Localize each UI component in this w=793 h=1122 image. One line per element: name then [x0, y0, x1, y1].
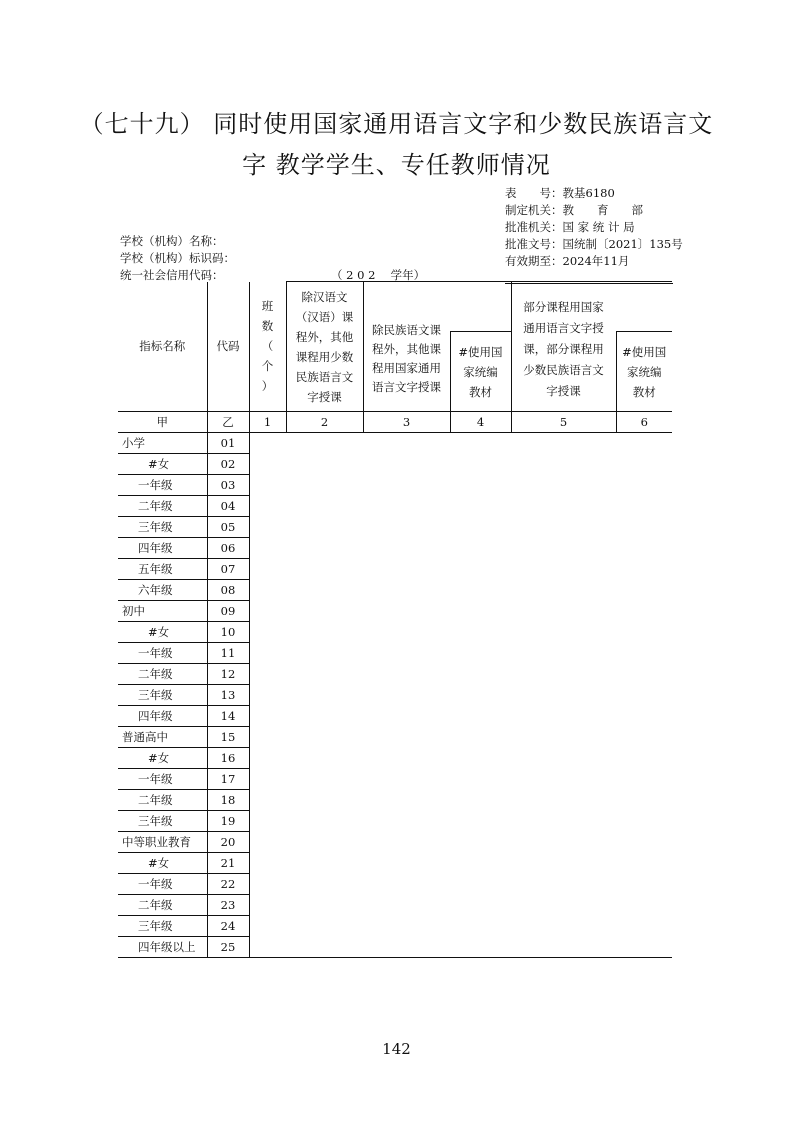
row-value-cell[interactable]	[249, 622, 286, 643]
header-national-language-teaching: 除民族语文课 程外，其他课 程用国家通用 语言文字授课	[363, 332, 450, 412]
index-row	[118, 412, 672, 433]
row-value-cell[interactable]	[511, 895, 616, 916]
row-value-cell[interactable]	[511, 769, 616, 790]
index-cell: 4	[450, 412, 511, 433]
table-row	[118, 790, 672, 811]
row-indicator-name: 一年级	[118, 874, 207, 895]
row-value-cell[interactable]	[616, 916, 672, 937]
row-value-cell[interactable]	[450, 622, 511, 643]
row-value-cell[interactable]	[616, 874, 672, 895]
row-value-cell[interactable]	[616, 832, 672, 853]
school-id-field: 学校（机构）标识码：	[120, 251, 235, 265]
table-row	[118, 685, 672, 706]
row-value-cell[interactable]	[616, 496, 672, 517]
table-row	[118, 811, 672, 832]
row-value-cell[interactable]	[286, 580, 363, 601]
row-value-cell[interactable]	[450, 601, 511, 622]
header-mixed-language-teaching: 部分课程用国家 通用语言文字授 课，部分课程用 少数民族语言文 字授课	[511, 332, 616, 412]
row-indicator-name: 三年级	[118, 517, 207, 538]
row-value-cell[interactable]	[363, 769, 450, 790]
row-value-cell[interactable]	[363, 937, 450, 958]
row-indicator-name: 二年级	[118, 895, 207, 916]
row-value-cell[interactable]	[616, 706, 672, 727]
row-value-cell[interactable]	[450, 580, 511, 601]
row-value-cell[interactable]	[363, 853, 450, 874]
row-value-cell[interactable]	[511, 622, 616, 643]
row-value-cell[interactable]	[616, 664, 672, 685]
row-code: 18	[207, 790, 249, 811]
row-value-cell[interactable]	[286, 664, 363, 685]
row-value-cell[interactable]	[450, 769, 511, 790]
row-value-cell[interactable]	[363, 643, 450, 664]
row-value-cell[interactable]	[249, 769, 286, 790]
row-value-cell[interactable]	[363, 811, 450, 832]
form-number: 表 号：教基6180	[505, 186, 615, 200]
valid-until: 有效期至：2024年11月	[505, 254, 630, 268]
row-value-cell[interactable]	[363, 538, 450, 559]
row-value-cell[interactable]	[286, 937, 363, 958]
row-value-cell[interactable]	[286, 475, 363, 496]
approving-authority: 批准机关：国 家 统 计 局	[505, 220, 635, 234]
row-value-cell[interactable]	[249, 895, 286, 916]
row-value-cell[interactable]	[363, 895, 450, 916]
row-value-cell[interactable]	[286, 811, 363, 832]
table-row	[118, 853, 672, 874]
table-row	[118, 916, 672, 937]
row-code: 14	[207, 706, 249, 727]
row-indicator-name: 普通高中	[118, 727, 207, 748]
row-value-cell[interactable]	[286, 790, 363, 811]
row-value-cell[interactable]	[450, 496, 511, 517]
row-code: 02	[207, 454, 249, 475]
row-value-cell[interactable]	[616, 601, 672, 622]
row-code: 22	[207, 874, 249, 895]
header-indicator-name: 指标名称	[118, 282, 207, 412]
row-value-cell[interactable]	[249, 475, 286, 496]
table-row	[118, 454, 672, 475]
row-indicator-name: #女	[118, 853, 207, 874]
row-value-cell[interactable]	[616, 937, 672, 958]
row-value-cell[interactable]	[249, 601, 286, 622]
row-value-cell[interactable]	[286, 454, 363, 475]
table-row	[118, 769, 672, 790]
row-value-cell[interactable]	[511, 790, 616, 811]
row-value-cell[interactable]	[511, 538, 616, 559]
index-cell: 6	[616, 412, 672, 433]
table-row	[118, 580, 672, 601]
row-value-cell[interactable]	[450, 895, 511, 916]
table-row	[118, 538, 672, 559]
row-value-cell[interactable]	[511, 580, 616, 601]
row-code: 10	[207, 622, 249, 643]
row-value-cell[interactable]	[511, 664, 616, 685]
row-value-cell[interactable]	[616, 559, 672, 580]
row-value-cell[interactable]	[249, 454, 286, 475]
row-value-cell[interactable]	[511, 727, 616, 748]
row-code: 24	[207, 916, 249, 937]
row-indicator-name: 四年级	[118, 538, 207, 559]
row-value-cell[interactable]	[286, 769, 363, 790]
row-value-cell[interactable]	[450, 664, 511, 685]
header-code: 代码	[207, 282, 249, 412]
table-row	[118, 517, 672, 538]
row-code: 05	[207, 517, 249, 538]
row-indicator-name: 二年级	[118, 496, 207, 517]
row-value-cell[interactable]	[363, 916, 450, 937]
row-indicator-name: 三年级	[118, 685, 207, 706]
row-value-cell[interactable]	[249, 664, 286, 685]
row-value-cell[interactable]	[616, 517, 672, 538]
row-value-cell[interactable]	[511, 811, 616, 832]
row-code: 25	[207, 937, 249, 958]
issuing-authority: 制定机关：教 育 部	[505, 203, 643, 217]
row-value-cell[interactable]	[363, 475, 450, 496]
table-row	[118, 496, 672, 517]
table-row	[118, 559, 672, 580]
row-value-cell[interactable]	[616, 790, 672, 811]
row-value-cell[interactable]	[249, 706, 286, 727]
row-indicator-name: 中等职业教育	[118, 832, 207, 853]
row-value-cell[interactable]	[286, 538, 363, 559]
row-value-cell[interactable]	[616, 433, 672, 454]
row-code: 04	[207, 496, 249, 517]
index-cell: 5	[511, 412, 616, 433]
row-value-cell[interactable]	[249, 811, 286, 832]
row-value-cell[interactable]	[363, 496, 450, 517]
row-value-cell[interactable]	[249, 580, 286, 601]
table-row	[118, 706, 672, 727]
index-cell: 乙	[207, 412, 249, 433]
row-value-cell[interactable]	[249, 517, 286, 538]
row-value-cell[interactable]	[363, 622, 450, 643]
page-title-line2: 字 教学学生、专任教师情况	[242, 151, 551, 179]
row-value-cell[interactable]	[511, 937, 616, 958]
row-code: 09	[207, 601, 249, 622]
table-row	[118, 895, 672, 916]
row-value-cell[interactable]	[363, 433, 450, 454]
row-value-cell[interactable]	[249, 538, 286, 559]
row-indicator-name: #女	[118, 748, 207, 769]
row-value-cell[interactable]	[450, 685, 511, 706]
row-value-cell[interactable]	[450, 874, 511, 895]
row-value-cell[interactable]	[450, 454, 511, 475]
row-value-cell[interactable]	[511, 706, 616, 727]
row-value-cell[interactable]	[450, 727, 511, 748]
row-value-cell[interactable]	[363, 832, 450, 853]
row-value-cell[interactable]	[511, 454, 616, 475]
row-value-cell[interactable]	[363, 874, 450, 895]
row-indicator-name: 四年级	[118, 706, 207, 727]
row-value-cell[interactable]	[249, 937, 286, 958]
row-value-cell[interactable]	[363, 454, 450, 475]
index-cell: 甲	[118, 412, 207, 433]
row-value-cell[interactable]	[511, 916, 616, 937]
row-indicator-name: 一年级	[118, 643, 207, 664]
row-value-cell[interactable]	[286, 685, 363, 706]
row-indicator-name: 三年级	[118, 811, 207, 832]
row-indicator-name: 初中	[118, 601, 207, 622]
row-value-cell[interactable]	[450, 517, 511, 538]
row-code: 06	[207, 538, 249, 559]
row-value-cell[interactable]	[249, 874, 286, 895]
table-row	[118, 874, 672, 895]
row-value-cell[interactable]	[511, 832, 616, 853]
row-value-cell[interactable]	[286, 496, 363, 517]
row-code: 12	[207, 664, 249, 685]
row-value-cell[interactable]	[286, 874, 363, 895]
row-value-cell[interactable]	[286, 727, 363, 748]
row-indicator-name: 四年级以上	[118, 937, 207, 958]
row-value-cell[interactable]	[450, 559, 511, 580]
table-row	[118, 937, 672, 958]
row-value-cell[interactable]	[286, 559, 363, 580]
row-indicator-name: 二年级	[118, 664, 207, 685]
row-value-cell[interactable]	[616, 811, 672, 832]
header-national-textbook-1: #使用国 家统编 教材	[450, 332, 511, 412]
row-code: 19	[207, 811, 249, 832]
row-code: 20	[207, 832, 249, 853]
form-meta-left	[120, 233, 235, 284]
row-value-cell[interactable]	[511, 853, 616, 874]
row-value-cell[interactable]	[450, 811, 511, 832]
row-value-cell[interactable]	[450, 832, 511, 853]
row-value-cell[interactable]	[511, 475, 616, 496]
row-code: 21	[207, 853, 249, 874]
row-value-cell[interactable]	[450, 706, 511, 727]
row-indicator-name: #女	[118, 622, 207, 643]
credit-code-field: 统一社会信用代码：	[120, 268, 224, 282]
row-indicator-name: 三年级	[118, 916, 207, 937]
row-value-cell[interactable]	[616, 643, 672, 664]
row-value-cell[interactable]	[363, 706, 450, 727]
row-value-cell[interactable]	[616, 769, 672, 790]
row-code: 03	[207, 475, 249, 496]
row-value-cell[interactable]	[450, 538, 511, 559]
page-number: 142	[382, 1040, 411, 1058]
row-value-cell[interactable]	[363, 517, 450, 538]
row-value-cell[interactable]	[249, 643, 286, 664]
approval-document: 批准文号：国统制〔2021〕135号	[505, 237, 683, 251]
row-value-cell[interactable]	[511, 874, 616, 895]
row-value-cell[interactable]	[363, 727, 450, 748]
table-row	[118, 643, 672, 664]
row-value-cell[interactable]	[286, 895, 363, 916]
row-indicator-name: 一年级	[118, 769, 207, 790]
row-value-cell[interactable]	[616, 895, 672, 916]
row-code: 08	[207, 580, 249, 601]
row-value-cell[interactable]	[363, 790, 450, 811]
school-name-field: 学校（机构）名称：	[120, 234, 224, 248]
row-value-cell[interactable]	[249, 853, 286, 874]
row-value-cell[interactable]	[511, 601, 616, 622]
row-value-cell[interactable]	[616, 580, 672, 601]
table-row	[118, 433, 672, 454]
row-value-cell[interactable]	[363, 580, 450, 601]
row-code: 13	[207, 685, 249, 706]
table-row	[118, 664, 672, 685]
row-value-cell[interactable]	[450, 937, 511, 958]
row-value-cell[interactable]	[286, 916, 363, 937]
row-code: 17	[207, 769, 249, 790]
row-value-cell[interactable]	[249, 559, 286, 580]
row-value-cell[interactable]	[286, 517, 363, 538]
table-row	[118, 832, 672, 853]
row-value-cell[interactable]	[249, 790, 286, 811]
row-value-cell[interactable]	[249, 727, 286, 748]
row-value-cell[interactable]	[616, 475, 672, 496]
row-value-cell[interactable]	[450, 643, 511, 664]
row-value-cell[interactable]	[616, 748, 672, 769]
table-row	[118, 727, 672, 748]
row-code: 07	[207, 559, 249, 580]
row-value-cell[interactable]	[363, 748, 450, 769]
row-value-cell[interactable]	[249, 685, 286, 706]
row-code: 11	[207, 643, 249, 664]
row-indicator-name: #女	[118, 454, 207, 475]
row-value-cell[interactable]	[286, 643, 363, 664]
row-value-cell[interactable]	[286, 601, 363, 622]
row-value-cell[interactable]	[511, 517, 616, 538]
row-value-cell[interactable]	[511, 643, 616, 664]
statistics-table	[118, 281, 672, 958]
row-indicator-name: 二年级	[118, 790, 207, 811]
row-value-cell[interactable]	[363, 685, 450, 706]
row-value-cell[interactable]	[249, 496, 286, 517]
row-value-cell[interactable]	[450, 433, 511, 454]
row-value-cell[interactable]	[616, 685, 672, 706]
row-value-cell[interactable]	[450, 853, 511, 874]
row-value-cell[interactable]	[286, 622, 363, 643]
row-value-cell[interactable]	[450, 475, 511, 496]
row-value-cell[interactable]	[616, 727, 672, 748]
row-code: 01	[207, 433, 249, 454]
page-title-line1: （七十九） 同时使用国家通用语言文字和少数民族语言文	[79, 110, 714, 138]
index-cell: 3	[363, 412, 450, 433]
row-indicator-name: 一年级	[118, 475, 207, 496]
row-indicator-name: 六年级	[118, 580, 207, 601]
table-row	[118, 601, 672, 622]
row-value-cell[interactable]	[249, 748, 286, 769]
row-value-cell[interactable]	[286, 706, 363, 727]
header-class-count: 班 数 （ 个 ）	[249, 282, 286, 412]
academic-year-label: （ 2 0 2 学年）	[331, 268, 426, 282]
table-row	[118, 622, 672, 643]
row-value-cell[interactable]	[286, 853, 363, 874]
row-value-cell[interactable]	[450, 916, 511, 937]
row-value-cell[interactable]	[511, 748, 616, 769]
row-value-cell[interactable]	[363, 559, 450, 580]
row-indicator-name: 五年级	[118, 559, 207, 580]
row-value-cell[interactable]	[249, 916, 286, 937]
table-row	[118, 475, 672, 496]
row-value-cell[interactable]	[249, 433, 286, 454]
row-value-cell[interactable]	[616, 538, 672, 559]
row-value-cell[interactable]	[616, 622, 672, 643]
row-value-cell[interactable]	[511, 685, 616, 706]
row-value-cell[interactable]	[616, 454, 672, 475]
row-value-cell[interactable]	[286, 748, 363, 769]
header-national-textbook-2: #使用国 家统编 教材	[616, 332, 672, 412]
row-value-cell[interactable]	[616, 853, 672, 874]
row-value-cell[interactable]	[511, 433, 616, 454]
row-value-cell[interactable]	[511, 496, 616, 517]
table-row	[118, 748, 672, 769]
row-code: 23	[207, 895, 249, 916]
row-value-cell[interactable]	[363, 664, 450, 685]
row-value-cell[interactable]	[286, 832, 363, 853]
row-value-cell[interactable]	[286, 433, 363, 454]
form-meta-right	[505, 185, 683, 270]
index-cell: 1	[249, 412, 286, 433]
header-minority-language-teaching: 除汉语文 （汉语）课 程外，其他 课程用少数 民族语言文 字授课	[286, 282, 363, 412]
row-value-cell[interactable]	[450, 790, 511, 811]
row-value-cell[interactable]	[511, 559, 616, 580]
row-indicator-name: 小学	[118, 433, 207, 454]
row-code: 16	[207, 748, 249, 769]
row-value-cell[interactable]	[363, 601, 450, 622]
row-value-cell[interactable]	[249, 832, 286, 853]
index-cell: 2	[286, 412, 363, 433]
row-code: 15	[207, 727, 249, 748]
row-value-cell[interactable]	[450, 748, 511, 769]
